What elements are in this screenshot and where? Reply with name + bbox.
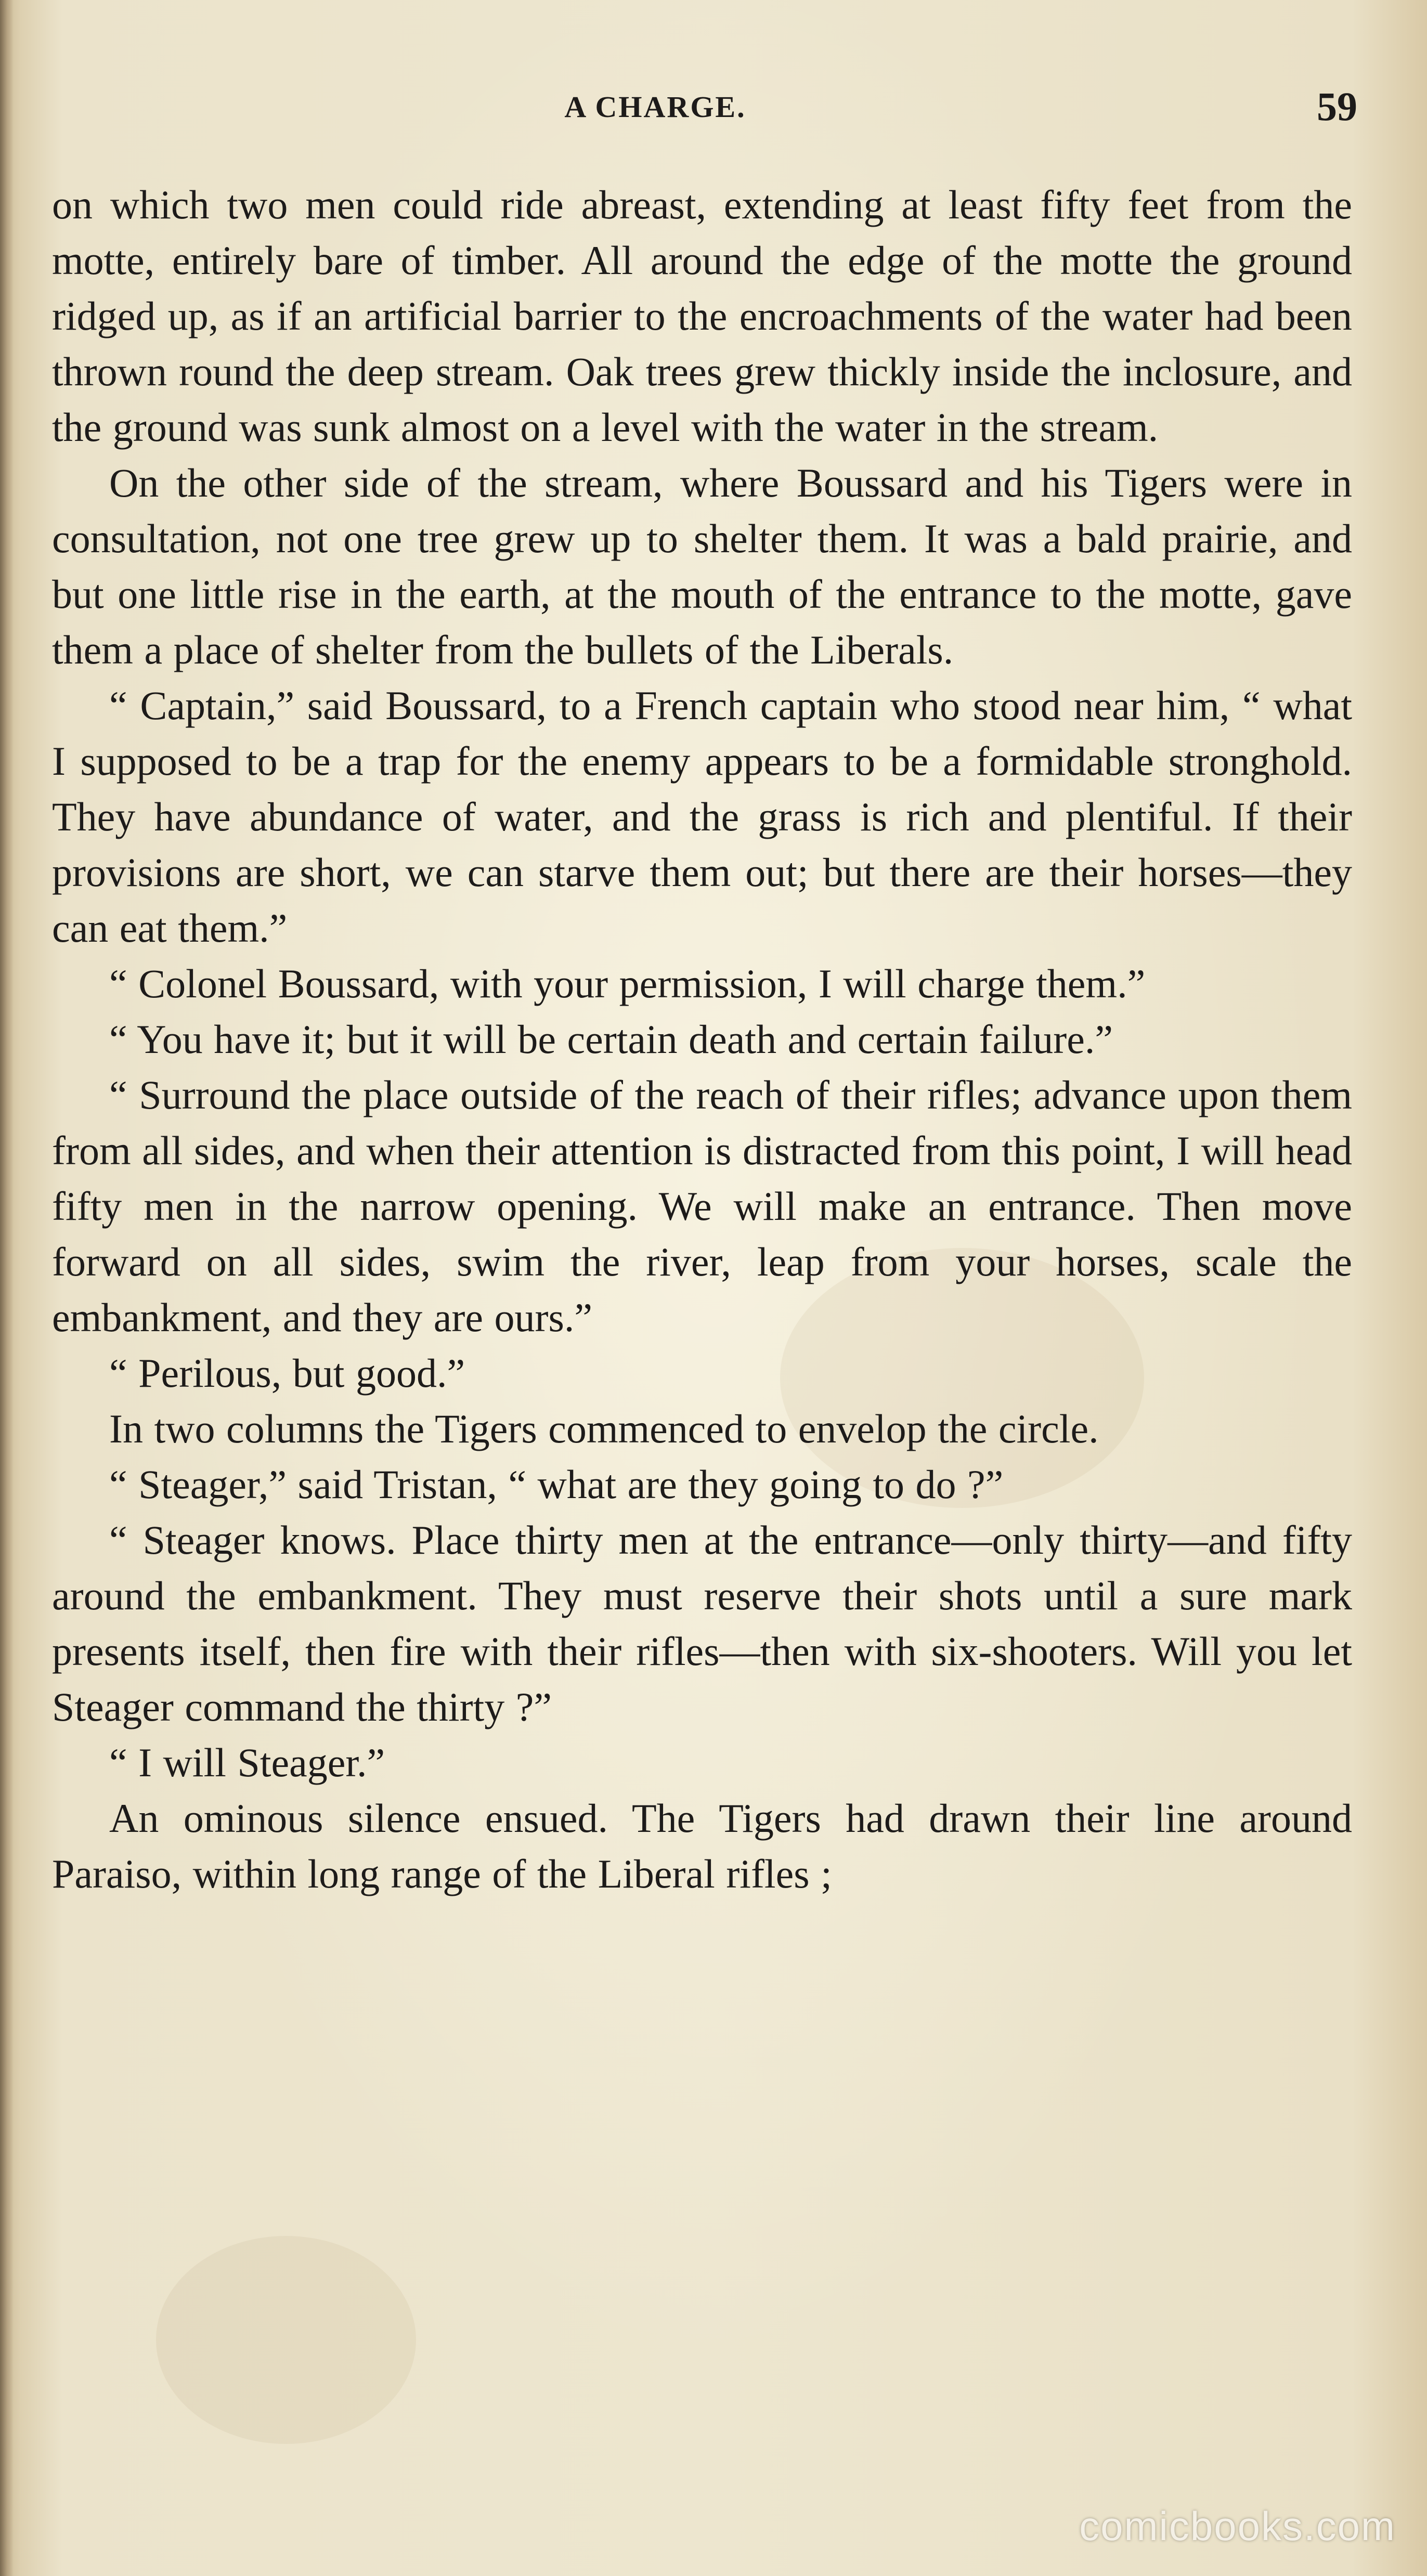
paragraph: on which two men could ride abreast, extending at least fifty feet from the motte, entirely bare of timber. All around the edge of the motte the ground ridged up, as if an artificial barrier to the encroachments of the water had been thrown round the deep stream. Oak trees grew thickly inside the inclosure, and the ground was sunk almost on a level with the water in the stream. xyxy=(52,182,1352,450)
watermark-logo: comicbooks.com xyxy=(1079,2503,1396,2549)
paper-stain xyxy=(156,2236,416,2444)
paragraph: An ominous silence ensued. The Tigers had drawn their line around Paraiso, within long range of the Liberal rifles ; xyxy=(52,1796,1352,1896)
page-spine-shadow xyxy=(0,0,14,2576)
page-number: 59 xyxy=(1317,84,1357,129)
paragraph: On the other side of the stream, where Boussard and his Tigers were in consultation, not one tree grew up to shelter them. It was a bald prairie, and but one little rise in the earth, at the mouth of the entrance to the motte, gave them a place of shelter from the bullets of the Liberals. xyxy=(52,460,1352,672)
running-title: A CHARGE. xyxy=(564,90,746,124)
paragraph: “ I will Steager.” xyxy=(109,1740,385,1785)
paragraph: “ Perilous, but good.” xyxy=(109,1350,465,1396)
paragraph: “ Surround the place outside of the reach of their rifles; advance upon them from all sides, and when their attention is distracted from this point, I will head fifty men in the narrow opening. We will make an entrance. Then move forward on all sides, swim the river, leap from your horses, scale the embankment, and they are ours.” xyxy=(52,1072,1352,1340)
paragraph: “ Colonel Boussard, with your permission, I will charge them.” xyxy=(109,961,1146,1006)
paragraph: In two columns the Tigers commenced to envelop the circle. xyxy=(109,1406,1099,1451)
paragraph: “ Steager,” said Tristan, “ what are they going to do ?” xyxy=(109,1462,1004,1507)
paragraph: “ You have it; but it will be certain death and certain failure.” xyxy=(109,1017,1113,1062)
running-header xyxy=(57,78,1357,140)
paragraph: “ Captain,” said Boussard, to a French captain who stood near him, “ what I supposed to be a trap for the enemy appears to be a formidable stronghold. They have abundance of water, and the grass is rich and plentiful. If their provisions are short, we can starve them out; but there are their horses—they can eat them.” xyxy=(52,683,1352,951)
paragraph: “ Steager knows. Place thirty men at the entrance—only thirty—and fifty around the embankment. They must reserve their shots until a sure mark presents itself, then fire with their rifles—then with six-shooters. Will you let Steager command the thirty ?” xyxy=(52,1517,1352,1729)
body-text xyxy=(52,177,1352,1902)
